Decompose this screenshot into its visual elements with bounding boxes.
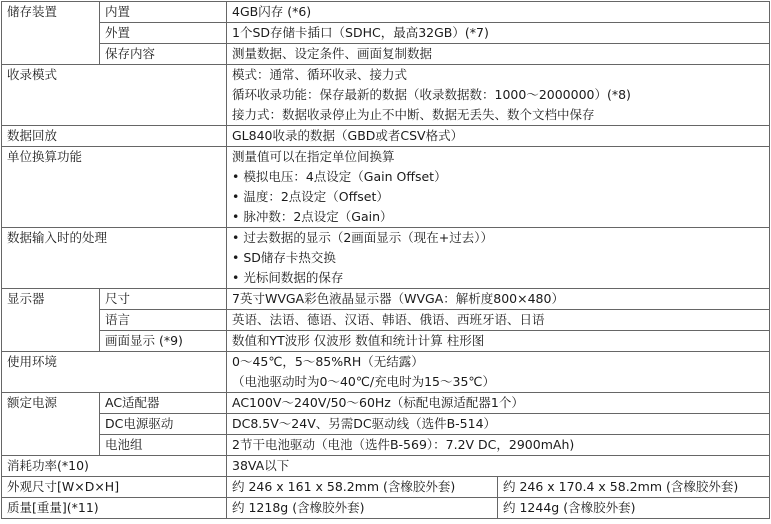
display-lang-value: 英语、法语、德语、汉语、韩语、俄语、西班牙语、日语 xyxy=(227,310,770,331)
power-ac-label: AC适配器 xyxy=(100,393,227,414)
dimensions-label: 外观尺寸[W×D×H] xyxy=(2,477,227,498)
table-row xyxy=(2,310,770,331)
table-row xyxy=(2,2,770,23)
table-row xyxy=(2,126,770,147)
storage-content-label: 保存内容 xyxy=(100,44,227,65)
table-row xyxy=(2,477,770,498)
display-screen-label: 画面显示 (*9) xyxy=(100,331,227,352)
table-row xyxy=(2,352,770,393)
power-dc-value: DC8.5V～24V、另需DC驱动线（选件B-514） xyxy=(227,414,770,435)
unit-conv-line: • 模拟电压：4点设定（Gain Offset） xyxy=(232,169,447,184)
display-size-label: 尺寸 xyxy=(100,289,227,310)
record-mode-line: 接力式：数据收录停止为止不中断、数据无丢失、数个文档中保存 xyxy=(232,107,595,122)
input-proc-line: • 过去数据的显示（2画面显示（现在+过去）） xyxy=(232,230,494,245)
record-mode-label: 收录模式 xyxy=(2,65,227,126)
unit-conv-label: 单位换算功能 xyxy=(2,147,227,228)
unit-conv-line: • 脉冲数：2点设定（Gain） xyxy=(232,209,393,224)
unit-conv-value xyxy=(227,147,770,228)
storage-content-value: 测量数据、设定条件、画面复制数据 xyxy=(227,44,770,65)
playback-label: 数据回放 xyxy=(2,126,227,147)
table-row xyxy=(2,147,770,228)
input-proc-line: • 光标间数据的保存 xyxy=(232,270,344,285)
record-mode-value xyxy=(227,65,770,126)
input-proc-value xyxy=(227,228,770,289)
storage-label: 储存装置 xyxy=(2,2,100,65)
storage-external-value: 1个SD存储卡插口（SDHC，最高32GB）(*7) xyxy=(227,23,770,44)
power-battery-label: 电池组 xyxy=(100,435,227,456)
table-row xyxy=(2,289,770,310)
unit-conv-line: • 温度：2点设定（Offset） xyxy=(232,189,389,204)
input-proc-label: 数据输入时的处理 xyxy=(2,228,227,289)
input-proc-line: • SD储存卡热交换 xyxy=(232,250,336,265)
power-ac-value: AC100V～240V/50～60Hz（标配电源适配器1个） xyxy=(227,393,770,414)
dimensions-value-1: 约 246 x 161 x 58.2mm (含橡胶外套) xyxy=(227,477,498,498)
table-row xyxy=(2,393,770,414)
consumption-label: 消耗功率(*10) xyxy=(2,456,227,477)
power-dc-label: DC电源驱动 xyxy=(100,414,227,435)
weight-label: 质量[重量](*11) xyxy=(2,498,227,519)
table-row xyxy=(2,456,770,477)
power-battery-value: 2节干电池驱动（电池（选件B-569）：7.2V DC，2900mAh) xyxy=(227,435,770,456)
playback-value: GL840收录的数据（GBD或者CSV格式） xyxy=(227,126,770,147)
env-line: 0～45℃，5～85%RH（无结露） xyxy=(232,354,424,369)
weight-value-1: 约 1218g (含橡胶外套) xyxy=(227,498,498,519)
table-row xyxy=(2,44,770,65)
display-label: 显示器 xyxy=(2,289,100,352)
display-size-value: 7英寸WVGA彩色液晶显示器（WVGA：解析度800×480） xyxy=(227,289,770,310)
storage-internal-value: 4GB闪存 (*6) xyxy=(227,2,770,23)
weight-value-2: 约 1244g (含橡胶外套) xyxy=(498,498,770,519)
storage-external-label: 外置 xyxy=(100,23,227,44)
env-line: （电池驱动时为0～40℃/充电时为15～35℃） xyxy=(232,374,495,389)
spec-table xyxy=(1,1,770,519)
dimensions-value-2: 约 246 x 170.4 x 58.2mm (含橡胶外套) xyxy=(498,477,770,498)
table-row xyxy=(2,498,770,519)
power-label: 额定电源 xyxy=(2,393,100,456)
record-mode-line: 模式：通常、循环收录、接力式 xyxy=(232,67,408,82)
record-mode-line: 循环收录功能：保存最新的数据（收录数据数：1000～2000000）(*8) xyxy=(232,87,631,102)
env-label: 使用环境 xyxy=(2,352,227,393)
table-row xyxy=(2,23,770,44)
storage-internal-label: 内置 xyxy=(100,2,227,23)
display-screen-value: 数值和YT波形 仅波形 数值和统计计算 柱形图 xyxy=(227,331,770,352)
consumption-value: 38VA以下 xyxy=(227,456,770,477)
env-value xyxy=(227,352,770,393)
unit-conv-line: 测量值可以在指定单位间换算 xyxy=(232,149,395,164)
table-row xyxy=(2,435,770,456)
table-row xyxy=(2,228,770,289)
table-row xyxy=(2,414,770,435)
table-row xyxy=(2,331,770,352)
table-row xyxy=(2,65,770,126)
display-lang-label: 语言 xyxy=(100,310,227,331)
